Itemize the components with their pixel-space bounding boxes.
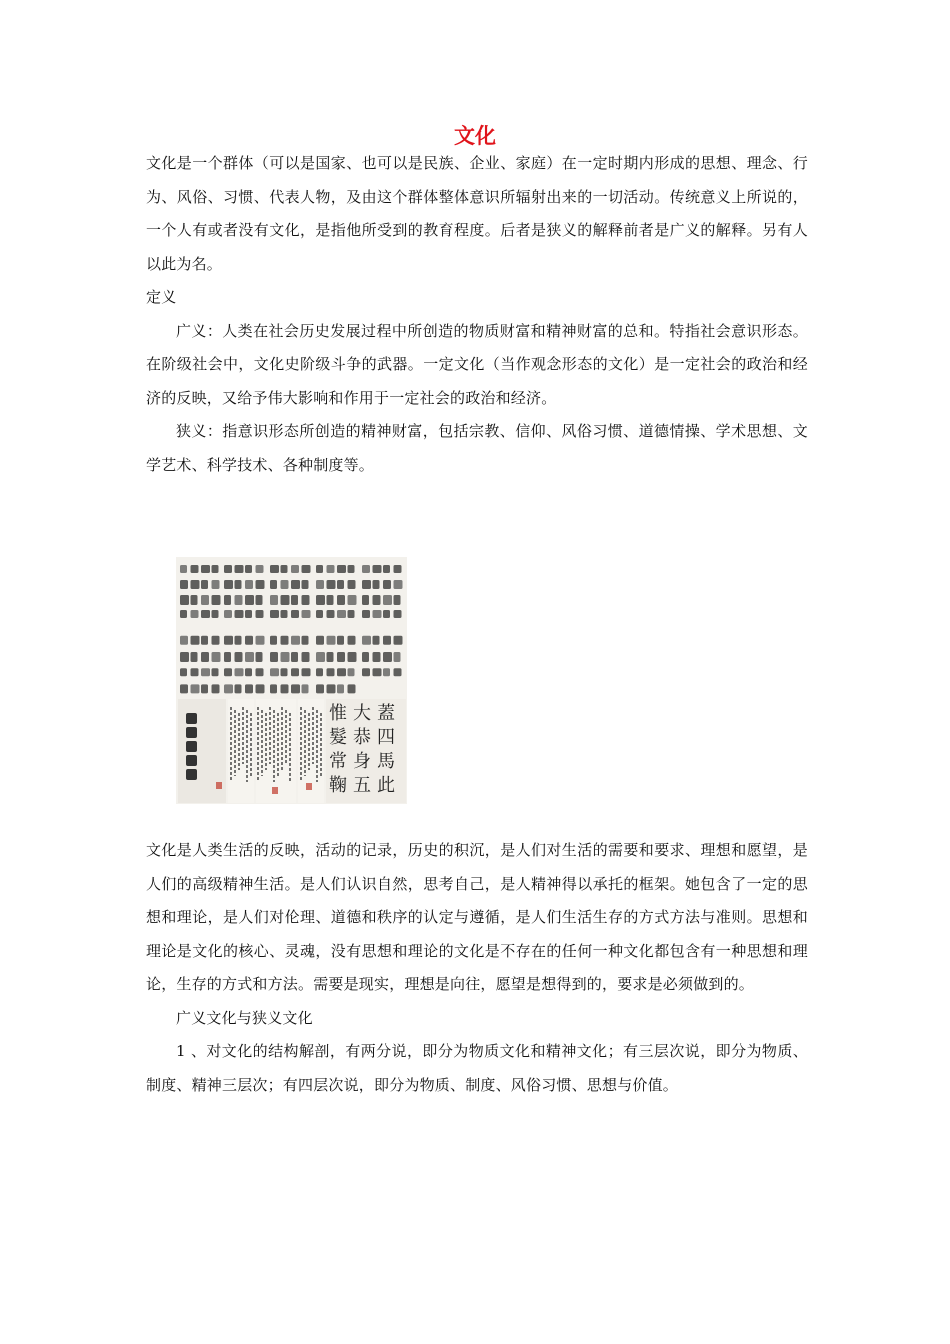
script-glyph bbox=[348, 565, 355, 573]
script-glyph bbox=[337, 610, 346, 618]
script-glyph bbox=[337, 668, 346, 676]
script-glyph bbox=[316, 652, 325, 662]
script-glyph bbox=[362, 652, 369, 662]
script-glyph bbox=[394, 636, 403, 645]
script-glyph bbox=[235, 636, 242, 645]
script-glyph bbox=[256, 668, 264, 676]
script-glyph bbox=[362, 565, 370, 573]
calligraphy-character: 馬 bbox=[377, 751, 395, 772]
narrow-definition-paragraph: 狭义：指意识形态所创造的精神财富，包括宗教、信仰、风俗习惯、道德情操、学术思想、文学艺术、科学技术、各种制度等。 bbox=[146, 422, 808, 474]
script-glyph bbox=[316, 595, 325, 605]
script-glyph bbox=[191, 565, 199, 573]
script-glyph bbox=[212, 652, 221, 662]
text-block-top bbox=[146, 147, 808, 482]
seal-mark bbox=[272, 787, 278, 794]
script-glyph bbox=[212, 668, 219, 676]
script-glyph bbox=[337, 652, 345, 662]
script-glyph bbox=[348, 610, 355, 618]
script-glyph bbox=[327, 565, 335, 573]
script-glyph bbox=[180, 565, 187, 573]
script-glyph bbox=[201, 610, 210, 618]
script-glyph bbox=[270, 652, 278, 662]
script-glyph bbox=[302, 636, 309, 645]
script-glyph bbox=[256, 652, 263, 662]
script-glyph bbox=[191, 610, 199, 618]
script-glyph bbox=[281, 565, 288, 573]
script-glyph bbox=[281, 580, 289, 589]
calligraphy-character: 鞠 bbox=[329, 775, 347, 796]
script-glyph bbox=[270, 580, 277, 589]
script-glyph bbox=[316, 610, 323, 618]
script-glyph bbox=[256, 636, 265, 645]
script-glyph bbox=[348, 668, 355, 676]
script-glyph bbox=[180, 610, 187, 618]
script-glyph bbox=[201, 565, 210, 573]
script-glyph bbox=[224, 565, 232, 573]
script-glyph bbox=[245, 610, 252, 618]
script-glyph bbox=[316, 636, 324, 645]
script-glyph bbox=[235, 580, 242, 589]
script-glyph bbox=[224, 652, 231, 662]
calligraphy-character: 常 bbox=[329, 751, 347, 772]
script-glyph bbox=[224, 684, 233, 693]
script-glyph bbox=[291, 610, 299, 618]
script-glyph bbox=[270, 684, 277, 693]
script-glyph bbox=[362, 636, 371, 645]
script-glyph bbox=[270, 668, 279, 676]
script-glyph bbox=[373, 652, 381, 662]
script-glyph bbox=[224, 610, 232, 618]
script-glyph bbox=[212, 636, 220, 645]
calligraphy-character: 恭 bbox=[353, 727, 371, 748]
script-glyph bbox=[235, 610, 244, 618]
script-glyph bbox=[316, 580, 324, 589]
script-glyph bbox=[394, 610, 402, 618]
script-glyph bbox=[394, 580, 403, 589]
script-glyph bbox=[212, 565, 219, 573]
script-glyph bbox=[302, 595, 310, 605]
script-glyph bbox=[302, 565, 311, 573]
script-glyph bbox=[191, 636, 200, 645]
script-glyph bbox=[291, 636, 300, 645]
script-glyph bbox=[362, 595, 369, 605]
script-glyph bbox=[270, 595, 278, 605]
script-glyph bbox=[201, 652, 209, 662]
script-glyph bbox=[302, 652, 310, 662]
seal-mark bbox=[306, 783, 312, 790]
script-glyph bbox=[383, 610, 390, 618]
calligraphy-character: 四 bbox=[377, 727, 395, 748]
script-glyph bbox=[224, 636, 233, 645]
script-glyph bbox=[180, 652, 189, 662]
script-glyph bbox=[281, 595, 290, 605]
script-glyph bbox=[302, 668, 311, 676]
calligraphy-character: 蓋 bbox=[377, 703, 395, 724]
page-title: 文化 bbox=[454, 123, 496, 148]
script-glyph bbox=[256, 595, 263, 605]
script-glyph bbox=[270, 610, 279, 618]
calligraphy-character: 大 bbox=[353, 703, 371, 724]
intro-paragraph: 文化是一个群体（可以是国家、也可以是民族、企业、家庭）在一定时期内形成的思想、理念、行为、风俗、习惯、代表人物，及由这个群体整体意识所辐射出来的一切活动。传统意义上所说的，一个人有或者没有文化，是指他所受到的教育程度。后者是狭义的解释前者是广义的解释。另有人以此为名。 bbox=[146, 154, 808, 273]
script-glyph bbox=[180, 668, 187, 676]
script-glyph bbox=[337, 565, 346, 573]
script-glyph bbox=[362, 668, 370, 676]
script-glyph bbox=[373, 636, 380, 645]
script-glyph bbox=[245, 565, 252, 573]
script-glyph bbox=[235, 684, 242, 693]
script-glyph bbox=[302, 684, 309, 693]
script-glyph bbox=[186, 713, 197, 724]
script-glyph bbox=[373, 668, 382, 676]
script-glyph bbox=[394, 595, 401, 605]
script-glyph bbox=[191, 595, 198, 605]
script-glyph bbox=[337, 636, 344, 645]
script-glyph bbox=[302, 580, 309, 589]
script-glyph bbox=[348, 636, 356, 645]
script-glyph bbox=[373, 580, 380, 589]
script-glyph bbox=[316, 684, 324, 693]
script-glyph bbox=[281, 610, 288, 618]
script-glyph bbox=[291, 652, 298, 662]
script-glyph bbox=[291, 668, 299, 676]
script-glyph bbox=[212, 580, 220, 589]
script-glyph bbox=[212, 684, 220, 693]
script-glyph bbox=[362, 580, 371, 589]
script-glyph bbox=[327, 668, 335, 676]
script-glyph bbox=[180, 636, 188, 645]
script-glyph bbox=[245, 684, 253, 693]
script-glyph bbox=[394, 565, 402, 573]
script-glyph bbox=[186, 727, 197, 738]
seal-mark bbox=[216, 782, 222, 789]
script-glyph bbox=[383, 595, 392, 605]
structure-paragraph: 1 、对文化的结构解剖，有两分说，即分为物质文化和精神文化；有三层次说，即分为物质、制度、精神三层次；有四层次说，即分为物质、制度、风俗习惯、思想与价值。 bbox=[146, 1042, 808, 1094]
calligraphy-character: 此 bbox=[377, 775, 395, 796]
script-glyph bbox=[191, 684, 200, 693]
script-glyph bbox=[291, 565, 299, 573]
script-glyph bbox=[383, 636, 391, 645]
script-glyph bbox=[224, 580, 233, 589]
script-glyph bbox=[256, 580, 265, 589]
script-glyph bbox=[245, 668, 252, 676]
script-glyph bbox=[383, 652, 392, 662]
script-glyph bbox=[235, 652, 243, 662]
calligraphy-image bbox=[176, 557, 407, 804]
script-glyph bbox=[245, 636, 253, 645]
script-glyph bbox=[180, 580, 188, 589]
script-glyph bbox=[201, 684, 208, 693]
definition-heading: 定义 bbox=[146, 288, 177, 306]
script-glyph bbox=[191, 668, 199, 676]
script-glyph bbox=[245, 580, 253, 589]
script-glyph bbox=[327, 595, 334, 605]
script-glyph bbox=[348, 684, 356, 693]
calligraphy-character: 五 bbox=[353, 775, 371, 796]
script-glyph bbox=[373, 595, 381, 605]
script-glyph bbox=[256, 610, 264, 618]
script-glyph bbox=[201, 636, 208, 645]
culture-essay-paragraph: 文化是人类生活的反映，活动的记录，历史的积沉，是人们对生活的需要和要求、理想和愿望，是人们的高级精神生活。是人们认识自然，思考自己，是人精神得以承托的框架。她包含了一定的思想和理论，是人们对伦理、道德和秩序的认定与遵循，是人们生活生存的方式方法与准则。思想和理论是文化的核心、灵魂，没有思想和理论的文化是不存在的任何一种文化都包含有一种思想和理论，生存的方式和方法。需要是现实，理想是向往，愿望是想得到的，要求是必须做到的。 bbox=[146, 841, 808, 993]
script-glyph bbox=[212, 610, 219, 618]
calligraphy-character: 身 bbox=[353, 751, 371, 772]
script-glyph bbox=[302, 610, 311, 618]
script-glyph bbox=[327, 580, 336, 589]
script-glyph bbox=[180, 595, 189, 605]
script-glyph bbox=[281, 636, 289, 645]
script-glyph bbox=[270, 636, 277, 645]
script-glyph bbox=[373, 565, 382, 573]
script-glyph bbox=[337, 580, 344, 589]
text-block-bottom bbox=[146, 834, 808, 1102]
script-glyph bbox=[327, 684, 336, 693]
script-glyph bbox=[201, 668, 210, 676]
script-glyph bbox=[281, 668, 288, 676]
script-glyph bbox=[291, 595, 298, 605]
script-glyph bbox=[383, 580, 391, 589]
calligraphy-character: 髮 bbox=[329, 727, 347, 748]
script-glyph bbox=[256, 565, 264, 573]
script-glyph bbox=[383, 668, 390, 676]
script-glyph bbox=[191, 652, 198, 662]
script-glyph bbox=[256, 684, 265, 693]
script-glyph bbox=[362, 610, 370, 618]
script-glyph bbox=[394, 668, 402, 676]
script-glyph bbox=[348, 652, 357, 662]
script-glyph bbox=[186, 769, 197, 780]
script-glyph bbox=[337, 595, 345, 605]
script-glyph bbox=[212, 595, 221, 605]
script-glyph bbox=[235, 668, 244, 676]
broad-definition-paragraph: 广义：人类在社会历史发展过程中所创造的物质财富和精神财富的总和。特指社会意识形态。在阶级社会中，文化史阶级斗争的武器。一定文化（当作观念形态的文化）是一定社会的政治和经济的反映，又给予伟大影响和作用于一定社会的政治和经济。 bbox=[146, 321, 808, 407]
script-glyph bbox=[327, 610, 335, 618]
script-glyph bbox=[224, 668, 232, 676]
script-glyph bbox=[373, 610, 382, 618]
script-glyph bbox=[224, 595, 231, 605]
script-glyph bbox=[348, 595, 357, 605]
script-glyph bbox=[235, 565, 244, 573]
script-glyph bbox=[316, 668, 323, 676]
script-glyph bbox=[316, 565, 323, 573]
script-glyph bbox=[270, 565, 279, 573]
script-glyph bbox=[348, 580, 356, 589]
script-glyph bbox=[191, 580, 200, 589]
script-glyph bbox=[327, 652, 334, 662]
script-glyph bbox=[383, 565, 390, 573]
script-glyph bbox=[201, 580, 208, 589]
script-glyph bbox=[186, 741, 197, 752]
script-glyph bbox=[394, 652, 401, 662]
script-glyph bbox=[245, 595, 254, 605]
script-glyph bbox=[245, 652, 254, 662]
script-glyph bbox=[235, 595, 243, 605]
script-glyph bbox=[291, 684, 300, 693]
script-glyph bbox=[337, 684, 344, 693]
script-glyph bbox=[186, 755, 197, 766]
calligraphy-character: 惟 bbox=[329, 703, 347, 724]
script-glyph bbox=[281, 652, 290, 662]
broad-narrow-heading: 广义文化与狭义文化 bbox=[176, 1008, 313, 1027]
script-glyph bbox=[291, 580, 300, 589]
script-glyph bbox=[201, 595, 209, 605]
script-glyph bbox=[327, 636, 336, 645]
script-glyph bbox=[180, 684, 188, 693]
script-glyph bbox=[281, 684, 289, 693]
